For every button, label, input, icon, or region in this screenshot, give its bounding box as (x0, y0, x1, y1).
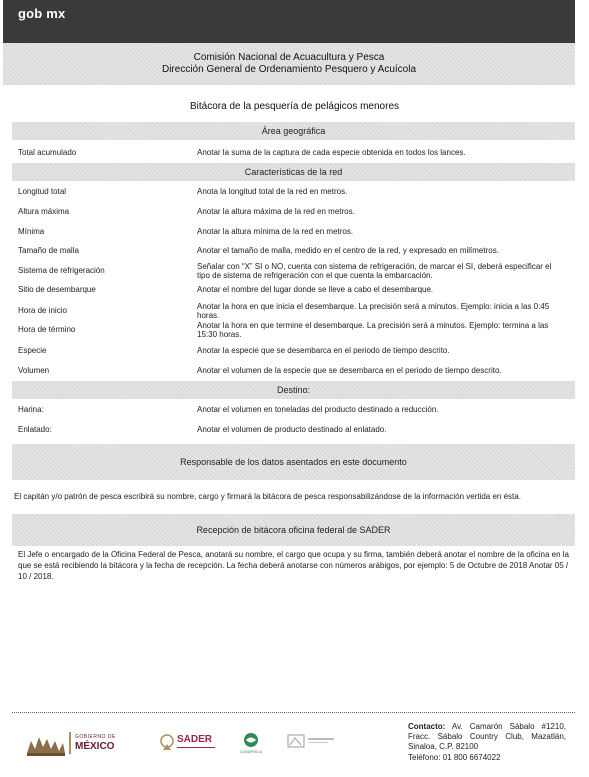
fish-icon (242, 732, 260, 748)
section-recepcion: Recepción de bitácora oficina federal de SADER (12, 514, 575, 546)
section-responsable: Responsable de los datos asentados en este documento (12, 444, 575, 480)
footer-logos (25, 728, 365, 758)
contact-label: Contacto: (408, 722, 446, 731)
institute-emblem-icon (287, 734, 305, 748)
row-label: Harina: (18, 405, 44, 414)
responsable-text: El capitán y/o patrón de pesca escribirá su nombre, cargo y firmará la bitácora de pesca responsabilizándose de la información vertida en ésta. (14, 492, 521, 501)
row-text: Anotar la suma de la captura de cada especie obtenida en todos los lances. (197, 148, 466, 157)
conapesca-logo (240, 728, 264, 758)
row-text: Anotar la especie que se desembarca en el periodo de tiempo descrito. (197, 346, 450, 355)
contact-address: Av. Camarón Sábalo #1210, Fracc. Sábalo Country Club, Mazatlán, Sinaloa, C.P. 82100 (408, 722, 566, 751)
row-label: Total acumulado (18, 148, 77, 157)
institution-line-2: Dirección General de Ordenamiento Pesquero y Acuícola (161, 64, 417, 75)
gobierno-de-mexico-logo (25, 728, 135, 758)
row-label: Altura máxima (18, 207, 70, 216)
row-label: Longitud total (18, 187, 67, 196)
footer-divider (12, 712, 575, 713)
row-label: Enlatado: (18, 425, 52, 434)
gobierno-big-text: MÉXICO (75, 741, 115, 752)
row-text: Anotar la altura mínima de la red en metros. (197, 227, 354, 236)
row-text: Anotar la altura máxima de la red en metros. (197, 207, 355, 216)
recepcion-text: El Jefe o encargado de la Oficina Federal de Pesca, anotará su nombre, el cargo que ocupa y su firma, también deberá anotar el nombre de la oficina en la que se está recibiendo la bitácora y la fecha de recepción. La fecha deberá anotarse con números arábigos, por ejemplo: 5 de Octubre de 2018 Anotar 05 / 10 / 2018. (18, 550, 569, 581)
contact-block (408, 722, 566, 763)
row-label: Hora de término (18, 325, 76, 334)
sader-emblem-icon (160, 734, 174, 752)
sader-logo (160, 728, 220, 758)
sader-text: SADER (177, 734, 213, 745)
row-text: Anotar la hora en que inicia el desembarque. La precisión será a minutos. Ejemplo: inicia a las 0:45 horas. (197, 302, 550, 320)
row-label: Mínima (18, 227, 45, 236)
institution-line-1: Comisión Nacional de Acuacultura y Pesca (193, 52, 385, 63)
row-label: Volumen (18, 366, 50, 375)
row-text: Anota la longitud total de la red en metros. (197, 187, 348, 196)
conapesca-text: CONAPESCA (240, 750, 262, 754)
row-text: Anotar el volumen de la especie que se desembarca en el periodo de tiempo descrito. (197, 366, 502, 375)
section-area-geografica: Área geográfica (12, 122, 575, 140)
row-label: Especie (18, 346, 47, 355)
section-destino: Destino: (12, 381, 575, 399)
row-text: Anotar el tamaño de malla, medido en el centro de la red, y expresado en milímetros. (197, 246, 499, 255)
row-text: Anotar el nombre del lugar donde se lleve a cabo el desembarque. (197, 285, 434, 294)
top-bar (3, 0, 575, 43)
institution-header (3, 43, 575, 85)
row-text: Señalar con “X” SI o NO, cuenta con sistema de refrigeración, de marcar el SI, deberá especificar el tipo de sistema de refrigeración con el que cuenta la embarcación. (197, 262, 552, 280)
document-title: Bitácora de la pesquería de pelágicos menores (189, 101, 400, 112)
row-text: Anotar el volumen de producto destinado al enlatado. (197, 425, 387, 434)
section-caracteristicas-red: Características de la red (12, 163, 575, 181)
inapesca-logo (287, 728, 337, 758)
gobierno-small-text: GOBIERNO DE (75, 734, 116, 740)
row-text: Anotar la hora en que termine el desembarque. La precisión será a minutos. Ejemplo: termina a las 15:30 horas. (197, 321, 549, 339)
row-label: Sistema de refrigeración (18, 266, 105, 275)
row-label: Hora de inicio (18, 306, 67, 315)
row-text: Anotar el volumen en toneladas del producto destinado a reducción. (197, 405, 439, 414)
row-label: Tamaño de malla (18, 246, 79, 255)
eagle-emblem-icon (25, 731, 67, 757)
row-label: Sitio de desembarque (18, 285, 96, 294)
gobmx-logo[interactable]: gob mx (18, 6, 66, 21)
contact-phone: Teléfono: 01 800 6674022 (408, 753, 501, 762)
